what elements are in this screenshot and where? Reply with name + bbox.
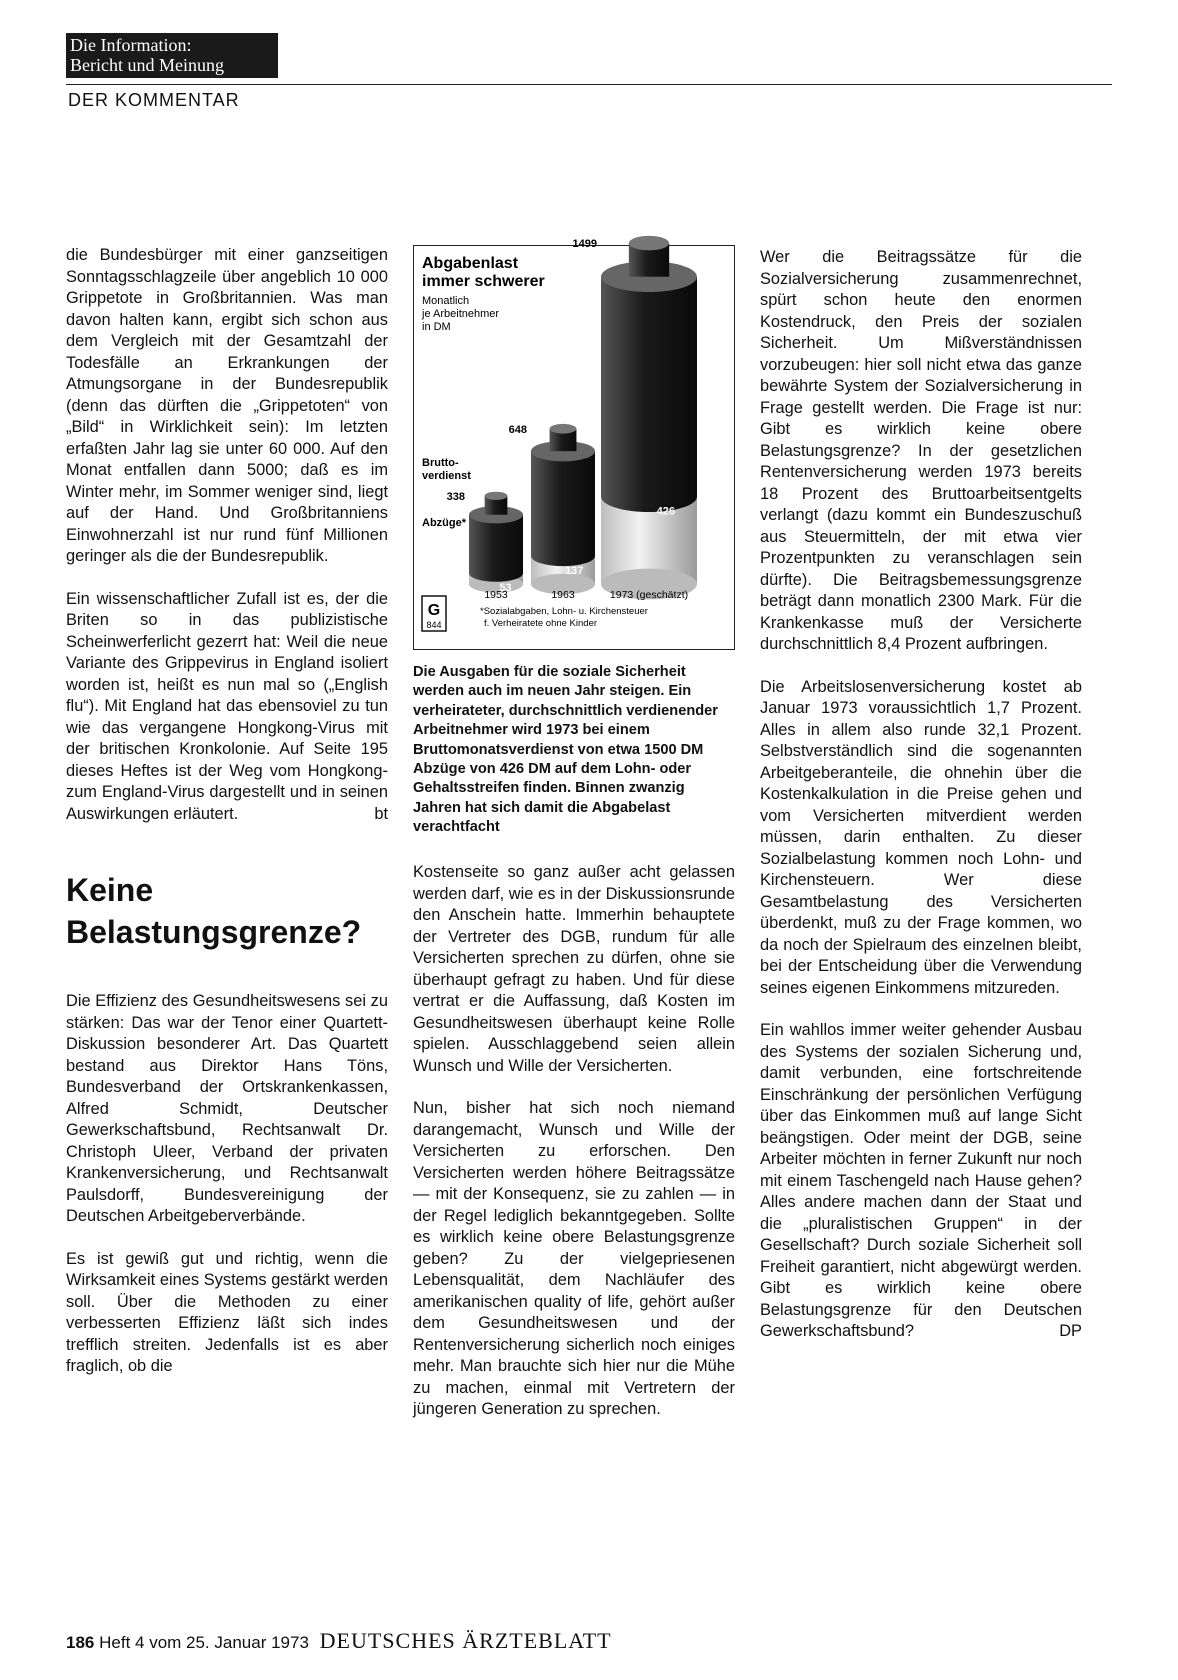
category-label-0: 1953 (484, 589, 508, 601)
section-label (66, 33, 278, 78)
bar-knob-top-2 (629, 236, 669, 251)
column-3 (760, 247, 1082, 1364)
column-2 (413, 862, 735, 1442)
category-label-1: 1963 (551, 589, 575, 601)
section-label-line2: Bericht und Meinung (70, 55, 224, 75)
category-label-2: 1973 (geschätzt) (609, 589, 689, 601)
paragraph: Es ist gewiß gut und richtig, wenn die Wirksamkeit eines Systems gestärkt werden soll. Über die Methoden zu einer verbesserten Effizienz läßt sich indes trefflich streiten. Jedenfalls ist es aber fraglich, ob die (66, 1249, 388, 1375)
value-label-brutto-0: 338 (446, 490, 465, 503)
author-initials: DP (1059, 1322, 1082, 1340)
paragraph: Kostenseite so ganz außer acht gelassen werden darf, wie es in der Diskussionsrunde den Anschein hatte. Immerhin behauptete der Vertreter des DGB, rundum für alle Versicherten sprechen zu dürfen, ohne sie überhaupt gefragt zu haben. Und für diese vertrat er die Auffassung, daß Kosten im Gesundheitswesen überhaupt keine Rolle spielen. Ausschlaggebend seien allein Wunsch und Wille der Versicherten. (413, 863, 735, 1075)
page-number: 186 (66, 1633, 95, 1652)
value-label-brutto-2: 1499 (572, 238, 597, 251)
author-initials: bt (374, 804, 388, 823)
chart-subtitle-line1: Monatlich (422, 295, 470, 307)
bar-split-2 (601, 481, 697, 512)
page-footer (66, 1628, 612, 1654)
value-label-abzuege-2: 426 (656, 505, 675, 518)
bar-brutto-1 (531, 451, 595, 556)
paragraph: Nun, bisher hat sich noch niemand darangemacht, Wunsch und Wille der Versicherten zu erforschen. Den Versicherten werden höhere Beitragssätze — mit der Konsequenz, sie zu zahlen — in der Regel lediglich bekanntgegeben. Sollte es wirklich keine obere Belastungsgrenze geben? Zu der vielgepriesenen Lebensqualität, dem Nachläufer des amerikanischen quality of life, gehört außer dem Gesundheitswesen und der Rentenversicherung sicherlich noch einiges mehr. Man brauchte sich hier nur die Mühe zu machen, einmal mit Vertretern der jüngeren Generation zu sprechen. (413, 1099, 735, 1418)
kicker: DER KOMMENTAR (68, 90, 240, 110)
column-1 (66, 245, 388, 1399)
bar-knob-top-1 (550, 424, 577, 434)
paragraph: Die Effizienz des Gesundheitswesens sei zu stärken: Das war der Tenor einer Quartett-Diskussion besonderer Art. Das Quartett bestand aus Direktor Hans Töns, Bundesverband der Ortskrankenkassen, Alfred Schmidt, Deutscher Gewerkschaftsbund, Rechtsanwalt Dr. Christoph Uleer, Verband der privaten Krankenversicherung, und Rechtsanwalt Paulsdorff, Bundesvereinigung der Deutschen Arbeitgeberverbände. (66, 992, 388, 1225)
bar-split-0 (469, 564, 523, 581)
chart-title-line1: Abgabenlast (422, 255, 519, 272)
value-label-abzuege-0: 53 (499, 582, 512, 595)
magazine-name: DEUTSCHES ÄRZTEBLATT (319, 1628, 612, 1653)
paragraph: Wer die Beitragssätze für die Sozialversicherung zusammenrechnet, spürt schon heute den enormen Kostendruck, den Preis der sozialen Sicherheit. Um Mißverständnissen vorzubeugen: hier soll nicht etwa das ganze bewährte System der Sozialversicherung in Frage gestellt werden. Die Frage ist nur: Gibt es wirklich keine obere Belastungsgrenze? In der gesetzlichen Rentenversicherung werden 1973 bereits 18 Prozent des Bruttoarbeitsentgelts verlangt (dazu kommt ein Bundeszuschuß aus Steuermitteln, der mit etwa vier Prozentpunkten zu veranschlagen sein dürfte). Die Beitragsbemessungsgrenze beträgt dann monatlich 2300 Mark. Für die Krankenkasse muß der Versicherte durchschnittlich 8,4 Prozent aufbringen. (760, 248, 1082, 653)
bar-split-1 (531, 546, 595, 566)
chart-subtitle-line3: in DM (422, 321, 451, 333)
chart-logo (422, 596, 446, 631)
header-rule (66, 84, 1112, 85)
chart-footnote-line1: *Sozialabgaben, Lohn- u. Kirchensteuer (480, 606, 648, 617)
globus-logo-icon: G (427, 602, 441, 619)
chart-svg (414, 238, 733, 648)
paragraph-text: Ein wahllos immer weiter gehender Ausbau des Systems der sozialen Sicherung und, damit verbunden, eine fortschreitende Einschränkung der persönlichen Verfügung über das Einkommen muß auf lange Sicht beängstigen. Oder meint der DGB, seine Arbeiter möchten in ferner Zukunft nur noch mit einem Taschengeld nach Hause gehen? Alles andere machen dann der Staat und die „pluralistischen Gruppen“ in der Gesellschaft? Durch soziale Sicherheit soll Freiheit garantiert, nicht abgewürgt werden. Gibt es wirklich keine obere Belastungsgrenze für den Deutschen Gewerkschaftsbund? (760, 1021, 1082, 1340)
chart-caption: Die Ausgaben für die soziale Sicherheit werden auch im neuen Jahr steigen. Ein verheirateter, durchschnittlich verdienender Arbeitnehmer wird 1973 bei einem Bruttomonatsverdienst von etwa 1500 DM Abzüge von 426 DM auf dem Lohn- oder Gehaltsstreifen finden. Binnen zwanzig Jahren hat sich damit die Abgabelast verachtfacht (413, 664, 718, 836)
paragraph-text: Ein wissenschaftlicher Zufall ist es, der die Briten so in das publizistische Scheinwerferlicht gezerrt hat: Weil die neue Variante des Grippevirus in England isoliert worden ist, heißt es nun mal so („English flu“). Mit England hat das ebensoviel zu tun wie das vergangene Hongkong-Virus mit der britischen Kronkolonie. Auf Seite 195 dieses Heftes ist der Weg vom Hongkong- zum England-Virus dargestellt und in seinen Auswirkungen erläutert. (66, 589, 388, 823)
issue-info: Heft 4 vom 25. Januar 1973 (99, 1633, 309, 1652)
section-label-line1: Die Information: (70, 35, 192, 55)
value-label-brutto-1: 648 (508, 423, 527, 436)
chart-bars (447, 236, 697, 601)
label-brutto-line1: Brutto- (422, 457, 459, 469)
label-brutto-line2: verdienst (422, 470, 471, 482)
logo-number: 844 (426, 620, 442, 630)
value-label-abzuege-1: 137 (565, 564, 584, 577)
chart-frame (413, 238, 735, 650)
chart-title-line2: immer schwerer (422, 273, 545, 290)
paragraph (66, 589, 388, 826)
label-abzuege: Abzüge* (422, 517, 466, 529)
chart-footnote-line2: f. Verheiratete ohne Kinder (484, 618, 598, 629)
paragraph (760, 1020, 1082, 1343)
paragraph: die Bundesbürger mit einer ganzseitigen Sonntagsschlagzeile über angeblich 10 000 Grippetote in Großbritannien. Was man davon halten kann, ergibt sich schon aus dem Vergleich mit der Gesamtzahl der Todesfälle an Erkrankungen der Atmungsorgane in der Bundesrepublik (denn das dürften die „Grippetoten“ von „Bild“ in Wirklichkeit sein): Im letzten erfaßten Jahr lag sie unter 60 000. Auf den Monat entfallen dann 5000; daß es im Winter mehr, im Sommer weniger sind, liegt auf der Hand. Und Großbritanniens Einwohnerzahl ist nur rund fünf Millionen geringer als die der Bundesrepublik. (66, 246, 388, 565)
chart-subtitle-line2: je Arbeitnehmer (422, 308, 500, 320)
section-heading: Keine Belastungsgrenze? (66, 872, 362, 950)
bar-brutto-2 (601, 277, 697, 497)
paragraph: Die Arbeitslosenversicherung kostet ab Januar 1973 voraussichtlich 1,7 Prozent. Alles in allem also runde 32,1 Prozent. Selbstverständlich sind die sogenannten Arbeitgeberanteile, die ohnehin über die Kostenkalkulation in die Preise gehen und vom Versicherten mitverdient werden müssen, darin enthalten. Zu dieser Sozialbelastung kommen noch Lohn- und Kirchensteuern. Wer diese Gesamtbelastung des Versicherten überdenkt, muß zu der Frage kommen, wo da noch der Spielraum des einzelnen bleibt, bei der Entscheidung über die Verwendung seines eigenen Einkommens mitzureden. (760, 677, 1082, 997)
bar-brutto-0 (469, 515, 523, 573)
bar-knob-top-0 (485, 492, 508, 500)
